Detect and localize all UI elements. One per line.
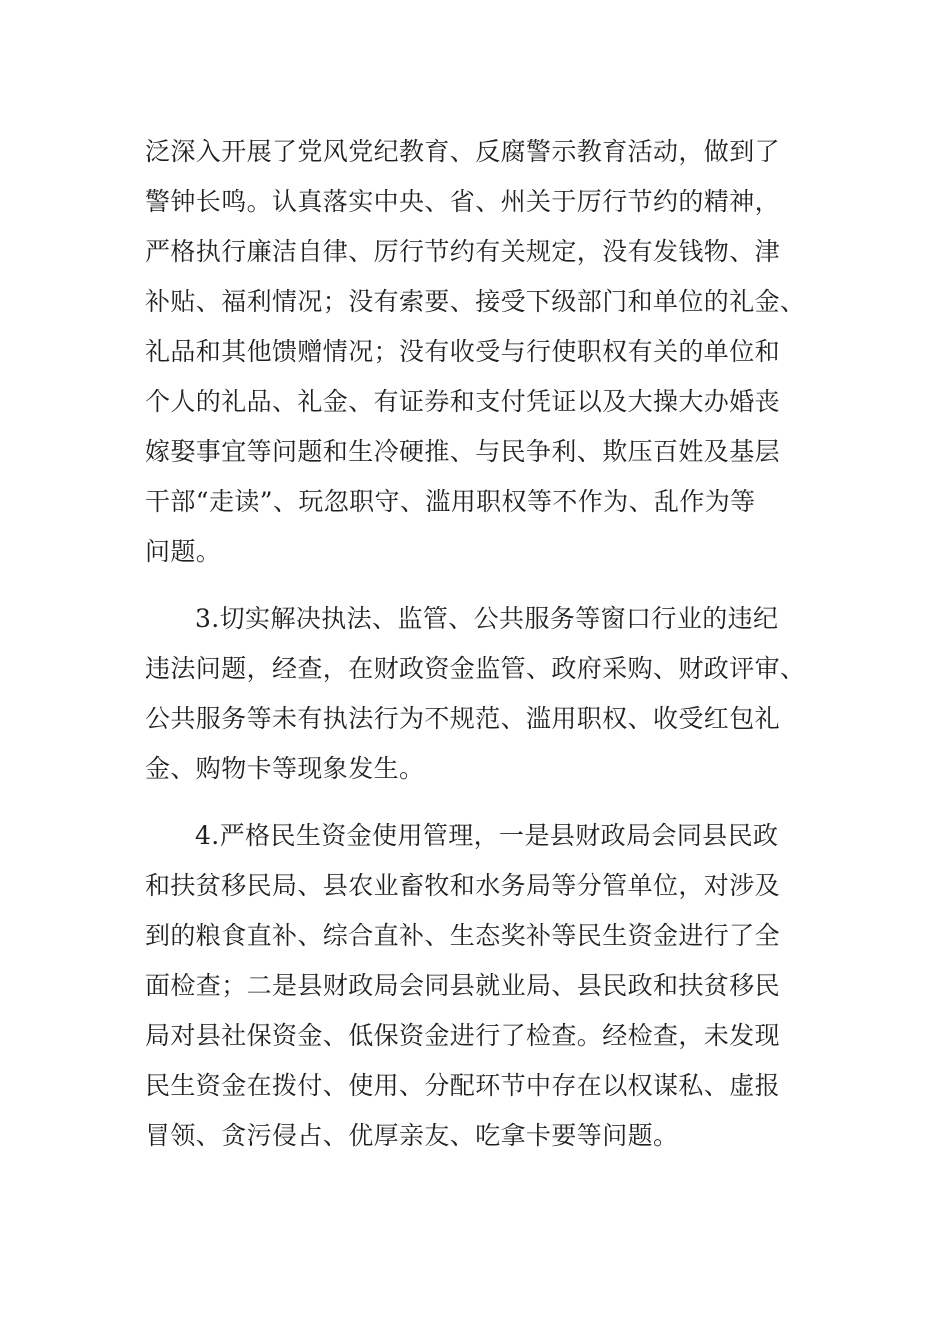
text-line: 金、购物卡等现象发生。 xyxy=(145,754,425,783)
text-line: 补贴、福利情况；没有索要、接受下级部门和单位的礼金、 xyxy=(145,287,806,316)
text-line: 局对县社保资金、低保资金进行了检查。经检查，未发现 xyxy=(145,1021,781,1050)
text-line: 3.切实解决执法、监管、公共服务等窗口行业的违纪 xyxy=(195,604,779,633)
text-line: 泛深入开展了党风党纪教育、反腐警示教育活动，做到了 xyxy=(145,137,781,166)
text-line: 个人的礼品、礼金、有证券和支付凭证以及大操大办婚丧 xyxy=(145,387,781,416)
paragraph-item-4 xyxy=(145,811,810,1161)
text-line: 问题。 xyxy=(145,537,222,566)
text-line: 4.严格民生资金使用管理，一是县财政局会同县民政 xyxy=(195,821,779,850)
text-line: 警钟长鸣。认真落实中央、省、州关于厉行节约的精神， xyxy=(145,187,781,216)
text-line: 嫁娶事宜等问题和生冷硬推、与民争利、欺压百姓及基层 xyxy=(145,437,781,466)
text-line: 违法问题，经查，在财政资金监管、政府采购、财政评审、 xyxy=(145,654,806,683)
text-line: 干部“走读”、玩忽职守、滥用职权等不作为、乱作为等 xyxy=(145,487,756,516)
document-body xyxy=(145,127,810,1161)
text-line: 礼品和其他馈赠情况；没有收受与行使职权有关的单位和 xyxy=(145,337,781,366)
text-line: 冒领、贪污侵占、优厚亲友、吃拿卡要等问题。 xyxy=(145,1121,679,1150)
text-line: 面检查；二是县财政局会同县就业局、县民政和扶贫移民 xyxy=(145,971,781,1000)
paragraph-item-3 xyxy=(145,594,810,794)
paragraph-conduct xyxy=(145,127,810,577)
text-line: 严格执行廉洁自律、厉行节约有关规定，没有发钱物、津 xyxy=(145,237,781,266)
text-line: 和扶贫移民局、县农业畜牧和水务局等分管单位，对涉及 xyxy=(145,871,781,900)
text-line: 民生资金在拨付、使用、分配环节中存在以权谋私、虚报 xyxy=(145,1071,781,1100)
text-line: 公共服务等未有执法行为不规范、滥用职权、收受红包礼 xyxy=(145,704,781,733)
text-line: 到的粮食直补、综合直补、生态奖补等民生资金进行了全 xyxy=(145,921,781,950)
